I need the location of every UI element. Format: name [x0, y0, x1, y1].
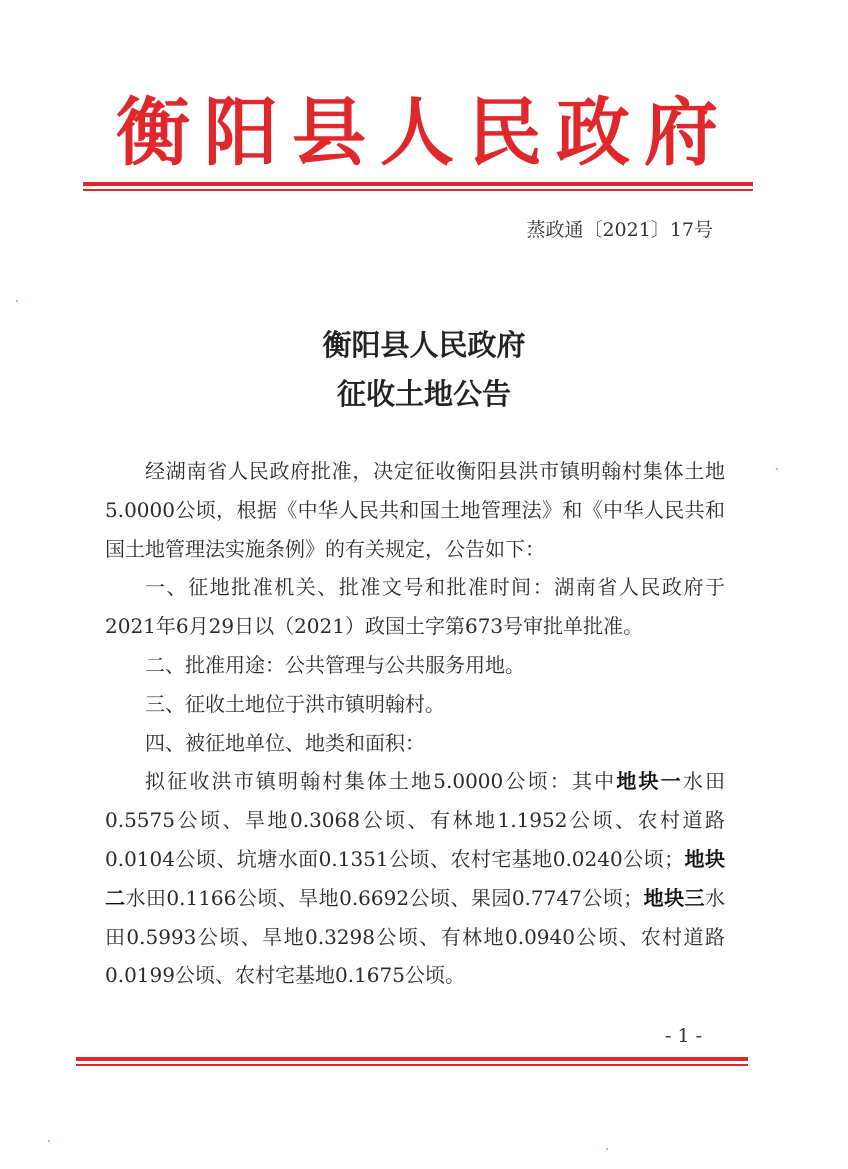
item-land-units-detail — [105, 762, 725, 995]
page-number: - 1 - — [664, 1025, 702, 1047]
red-rule-top-thick — [83, 182, 753, 186]
item-location: 三、征收土地位于洪市镇明翰村。 — [145, 691, 445, 716]
notice-body — [105, 452, 725, 995]
notice-title-line1: 衡阳县人民政府 — [322, 328, 526, 362]
notice-title-line2: 征收土地公告 — [336, 377, 511, 411]
scan-speck — [16, 300, 18, 302]
detail-prefix: 拟征收洪市镇明翰村集体土地5.0000公顷：其中 — [145, 769, 617, 794]
red-rule-top-thin — [83, 189, 753, 191]
item-land-units-heading: 四、被征地单位、地类和面积： — [145, 730, 425, 755]
scan-speck — [48, 1140, 50, 1142]
plot3-label: 地块三 — [643, 885, 706, 910]
plot3-text: 水田0.5993公顷、旱地0.3298公顷、有林地0.0940公顷、农村道路0.0199公顷、农村宅基地0.1675公顷。 — [105, 885, 726, 988]
plot2-label: 地块二 — [105, 846, 725, 910]
item-approval-authority: 一、征地批准机关、批准文号和批准时间：湖南省人民政府于2021年6月29日以（2021）政国土字第673号审批单批准。 — [105, 575, 725, 639]
red-rule-bottom-thin — [76, 1064, 748, 1066]
document-number: 蒸政通〔2021〕17号 — [526, 219, 713, 241]
plot1-label: 地块一 — [616, 769, 683, 794]
red-rule-bottom-thick — [76, 1057, 748, 1061]
item-approved-use: 二、批准用途：公共管理与公共服务用地。 — [145, 652, 525, 677]
scan-speck — [776, 468, 778, 470]
intro-paragraph: 经湖南省人民政府批准，决定征收衡阳县洪市镇明翰村集体土地5.0000公顷，根据《中华人民共和国土地管理法》和《中华人民共和国土地管理法实施条例》的有关规定，公告如下： — [105, 459, 725, 561]
plot1-text: 水田0.5575公顷、旱地0.3068公顷、有林地1.1952公顷、农村道路0.0104公顷、坑塘水面0.1351公顷、农村宅基地0.0240公顷； — [105, 769, 726, 871]
scan-speck — [606, 1148, 608, 1150]
masthead-title: 衡阳县人民政府 — [116, 90, 732, 176]
plot2-text: 水田0.1166公顷、旱地0.6692公顷、果园0.7747公顷； — [125, 885, 644, 910]
